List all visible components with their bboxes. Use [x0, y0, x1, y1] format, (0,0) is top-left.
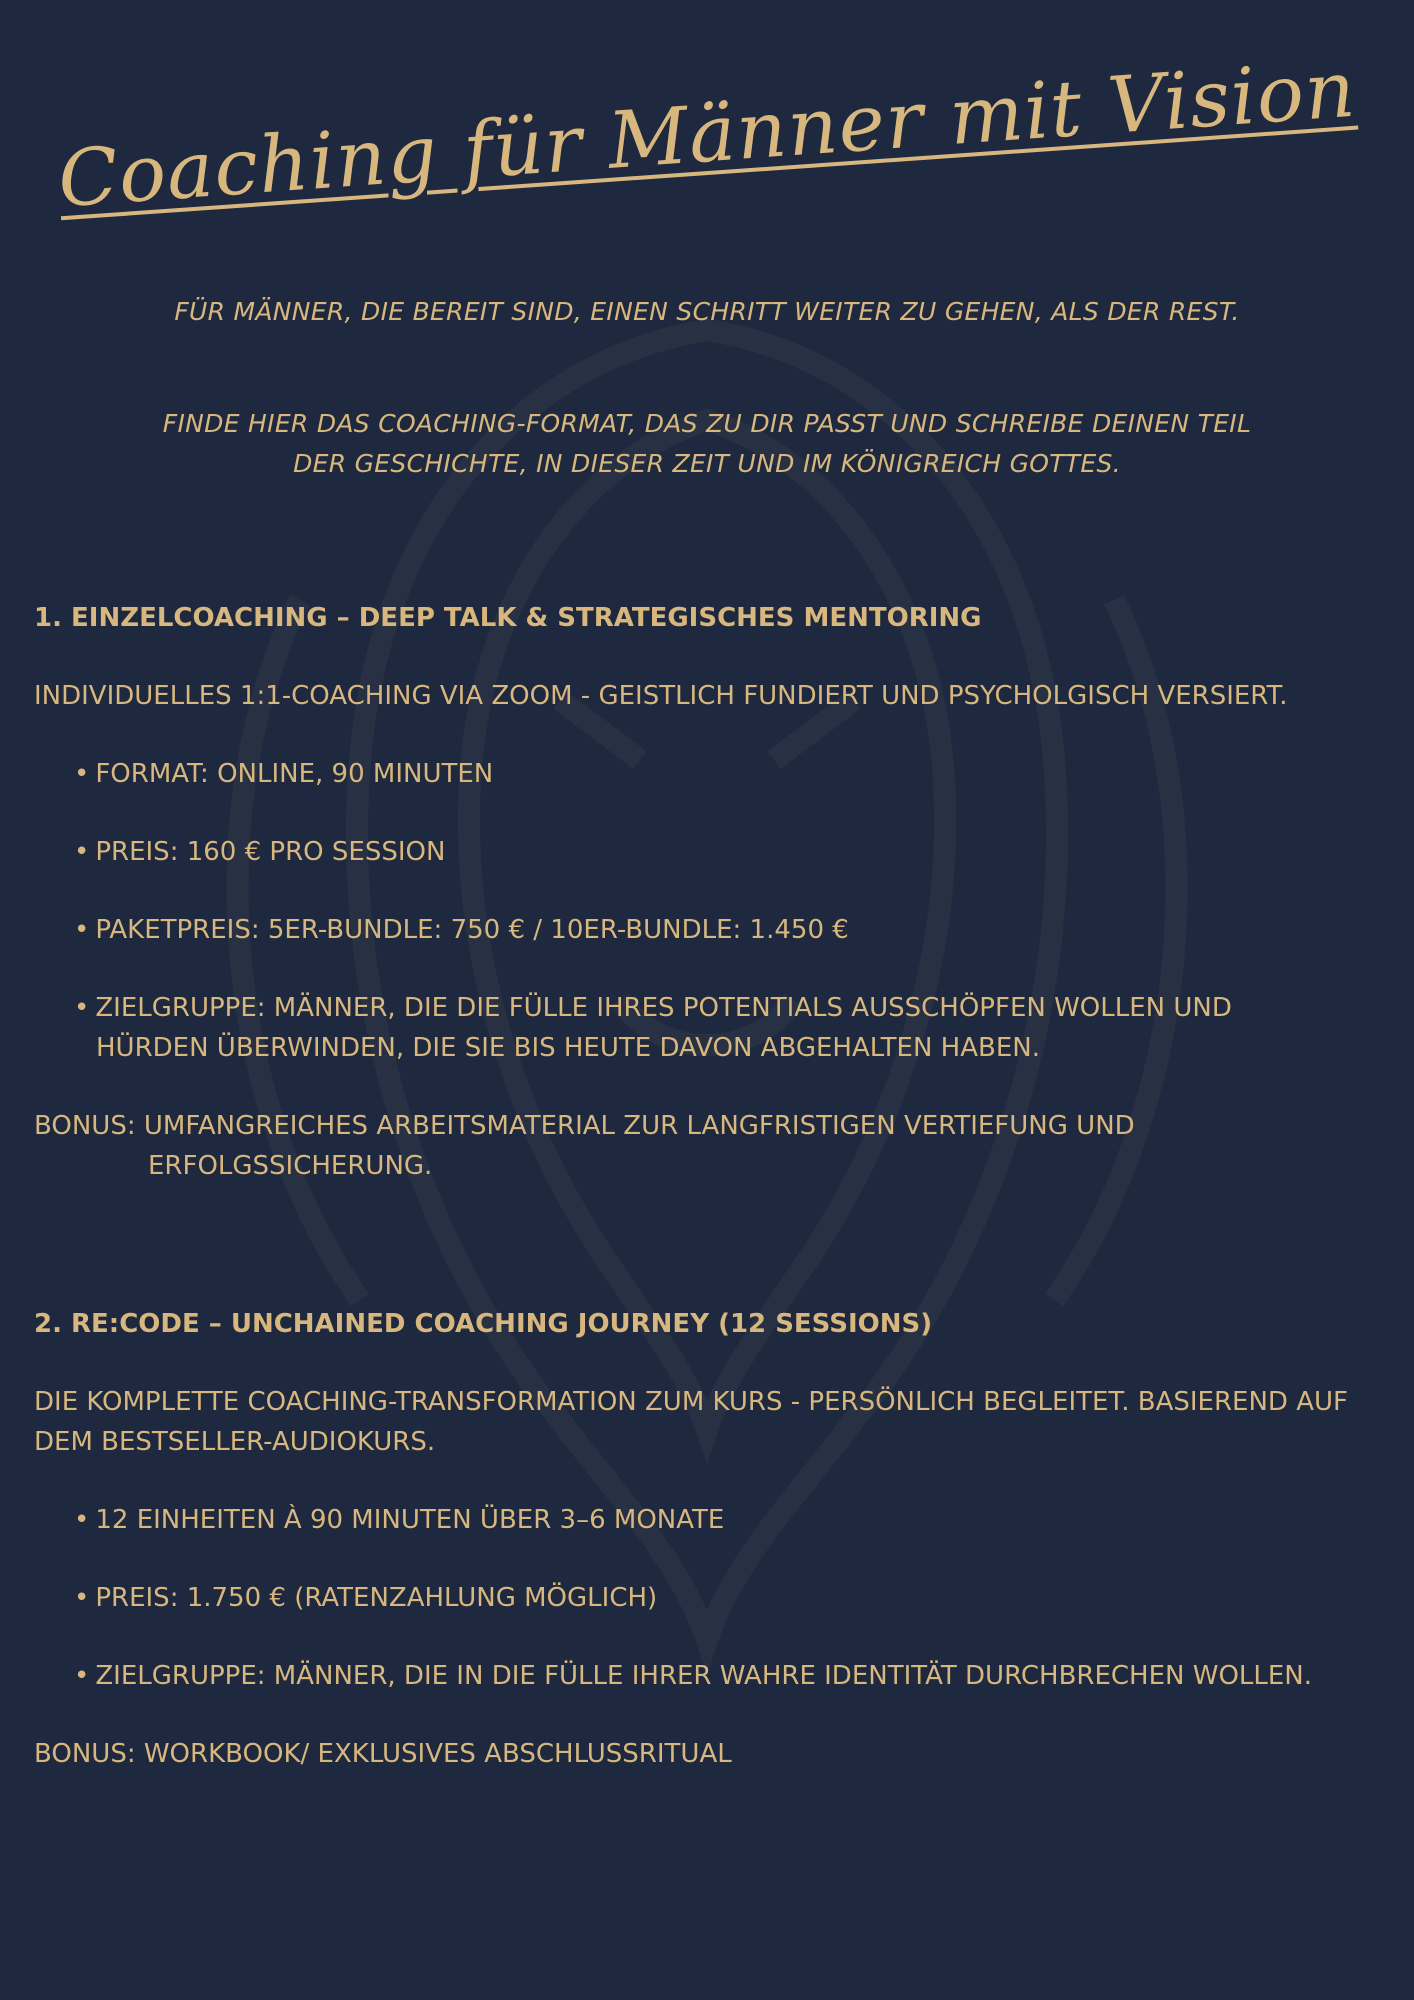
bullet-icon: •: [74, 759, 90, 789]
section-heading: 2. RE:CODE – UNCHAINED COACHING JOURNEY (12 SESSIONS): [34, 1309, 933, 1339]
subtitle-tagline: FÜR MÄNNER, DIE BEREIT SIND, EINEN SCHRITT WEITER ZU GEHEN, ALS DER REST.: [174, 297, 1240, 326]
bonus-text: BONUS: UMFANGREICHES ARBEITSMATERIAL ZUR LANGFRISTIGEN VERTIEFUNG UND: [34, 1111, 1135, 1141]
subtitle-intro-line: FINDE HIER DAS COACHING-FORMAT, DAS ZU DIR PASST UND SCHREIBE DEINEN TEIL: [162, 409, 1252, 438]
section-intro: INDIVIDUELLES 1:1-COACHING VIA ZOOM - GEISTLICH FUNDIERT UND PSYCHOLGISCH VERSIERT.: [34, 681, 1288, 711]
bullet-icon: •: [74, 993, 90, 1023]
list-item: • ZIELGRUPPE: MÄNNER, DIE IN DIE FÜLLE IHRER WAHRE IDENTITÄT DURCHBRECHEN WOLLEN.: [74, 1661, 1313, 1691]
list-item-continuation: HÜRDEN ÜBERWINDEN, DIE SIE BIS HEUTE DAVON ABGEHALTEN HABEN.: [96, 1033, 1040, 1063]
bullet-icon: •: [74, 1661, 90, 1691]
bullet-icon: •: [74, 837, 90, 867]
bullet-icon: •: [74, 1505, 90, 1535]
list-item: • ZIELGRUPPE: MÄNNER, DIE DIE FÜLLE IHRES POTENTIALS AUSSCHÖPFEN WOLLEN UND: [74, 993, 1232, 1023]
bonus-text: BONUS: WORKBOOK/ EXKLUSIVES ABSCHLUSSRITUAL: [34, 1739, 732, 1769]
list-item: • FORMAT: ONLINE, 90 MINUTEN: [74, 759, 494, 789]
section-recode: [34, 1304, 1394, 1774]
bullet-icon: •: [74, 915, 90, 945]
list-item: • PREIS: 1.750 € (RATENZAHLUNG MÖGLICH): [74, 1583, 658, 1613]
list-item: • PREIS: 160 € PRO SESSION: [74, 837, 446, 867]
subtitle-intro: [0, 404, 1414, 484]
section-intro-continuation: DEM BESTSELLER-AUDIOKURS.: [34, 1427, 436, 1457]
subtitle-intro-line: DER GESCHICHTE, IN DIESER ZEIT UND IM KÖNIGREICH GOTTES.: [293, 449, 1121, 478]
section-intro: DIE KOMPLETTE COACHING-TRANSFORMATION ZUM KURS - PERSÖNLICH BEGLEITET. BASIEREND AUF: [34, 1387, 1348, 1417]
bullet-icon: •: [74, 1583, 90, 1613]
section-einzelcoaching: [34, 598, 1394, 1186]
list-item: • PAKETPREIS: 5ER-BUNDLE: 750 € / 10ER-BUNDLE: 1.450 €: [74, 915, 849, 945]
bonus-text-continuation: ERFOLGSSICHERUNG.: [148, 1151, 433, 1181]
list-item: • 12 EINHEITEN À 90 MINUTEN ÜBER 3–6 MONATE: [74, 1505, 725, 1535]
page-title: Coaching für Männer mit Vision: [55, 44, 1359, 226]
section-heading: 1. EINZELCOACHING – DEEP TALK & STRATEGISCHES MENTORING: [34, 603, 982, 633]
